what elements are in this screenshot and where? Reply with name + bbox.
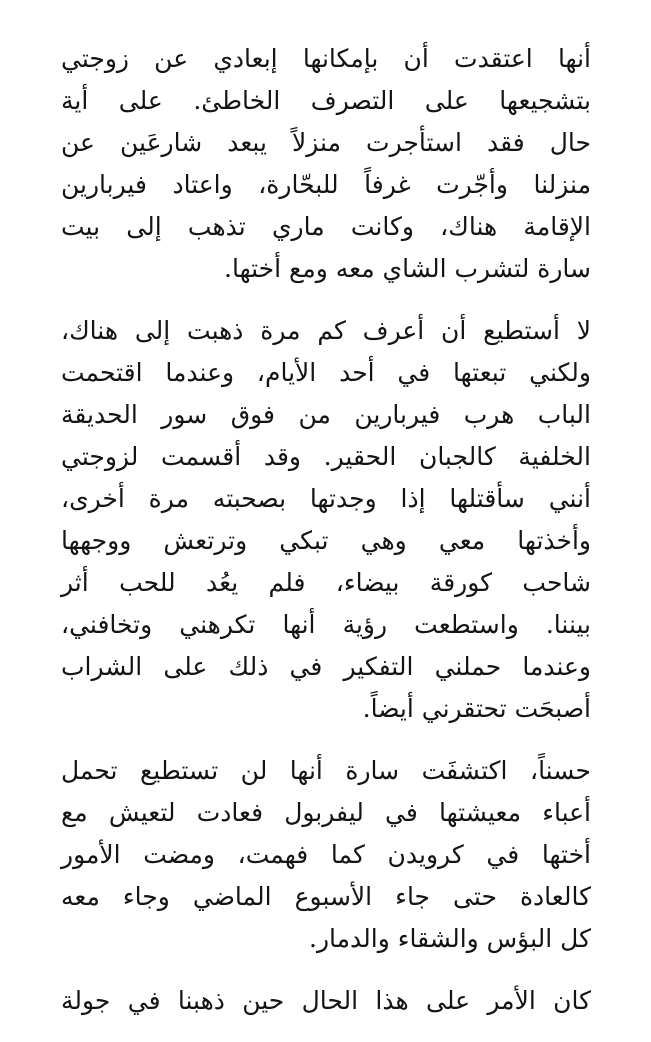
text-line: الخلفية كالجبان الحقير. وقد أقسمت لزوجتي: [61, 442, 591, 471]
text-line: الإقامة هناك، وكانت ماري تذهب إلى بيت: [61, 212, 591, 241]
paragraph-3: [61, 750, 591, 960]
text-line: ولكني تبعتها في أحد الأيام، وعندما اقتحمت: [61, 358, 591, 387]
text-line: وأخذتها معي وهي تبكي وترتعش ووجهها: [61, 526, 591, 555]
text-line: بيننا. واستطعت رؤية أنها تكرهني وتخافني،: [61, 610, 591, 639]
text-line: أنها اعتقدت أن بإمكانها إبعادي عن زوجتي: [61, 44, 591, 73]
text-line: وعندما حملني التفكير في ذلك على الشراب: [61, 652, 591, 681]
text-line: أنني سأقتلها إذا وجدتها بصحبته مرة أخرى،: [61, 484, 591, 513]
text-line: منزلنا وأجّرت غرفاً للبحّارة، واعتاد فيربارين: [61, 170, 591, 199]
text-line: أختها في كرويدن كما فهمت، ومضت الأمور: [61, 840, 591, 869]
text-line: كان الأمر على هذا الحال حين ذهبنا في جولة: [61, 986, 591, 1015]
text-line: شاحب كورقة بيضاء، فلم يعُد للحب أثر: [61, 568, 591, 597]
text-line: أصبحَت تحتقرني أيضاً.: [362, 694, 591, 723]
text-line: الباب هرب فيربارين من فوق سور الحديقة: [61, 400, 591, 429]
paragraph-1: [61, 38, 591, 290]
text-line: حال فقد استأجرت منزلاً يبعد شارعَين عن: [61, 128, 591, 157]
text-line: حسناً، اكتشفَت سارة أنها لن تستطيع تحمل: [61, 756, 591, 785]
paragraph-2: [61, 310, 591, 730]
page-text: [61, 38, 591, 1042]
text-line: كل البؤس والشقاء والدمار.: [309, 924, 591, 953]
text-line: كالعادة حتى جاء الأسبوع الماضي وجاء معه: [61, 882, 591, 911]
text-line: لا أستطيع أن أعرف كم مرة ذهبت إلى هناك،: [61, 316, 591, 345]
paragraph-4: [61, 980, 591, 1022]
text-line: أعباء معيشتها في ليفربول فعادت لتعيش مع: [61, 798, 591, 827]
text-line: بتشجيعها على التصرف الخاطئ. على أية: [61, 86, 591, 115]
text-line: سارة لتشرب الشاي معه ومع أختها.: [224, 254, 591, 283]
